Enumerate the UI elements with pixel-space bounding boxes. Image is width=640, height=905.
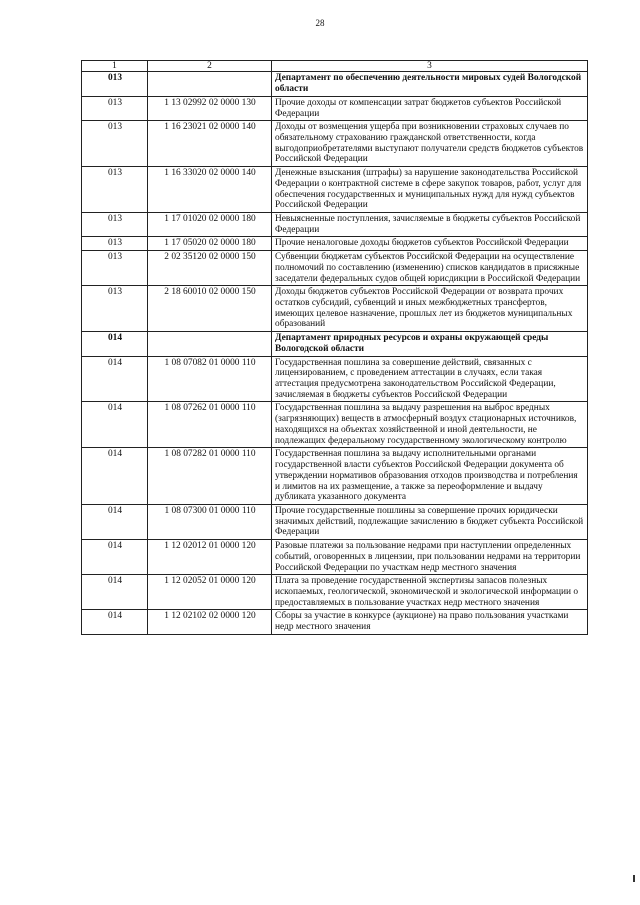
budget-code-cell <box>148 72 272 96</box>
budget-code-cell: 1 16 23021 02 0000 140 <box>148 121 272 167</box>
table-row <box>82 167 588 213</box>
admin-code-cell: 014 <box>82 332 148 356</box>
section-header-row <box>82 332 588 356</box>
budget-code-cell: 1 13 02992 02 0000 130 <box>148 96 272 120</box>
budget-code-cell: 1 08 07262 01 0000 110 <box>148 402 272 448</box>
budget-code-cell: 1 16 33020 02 0000 140 <box>148 167 272 213</box>
admin-code-cell: 014 <box>82 610 148 634</box>
budget-code-cell: 2 18 60010 02 0000 150 <box>148 286 272 332</box>
table-row <box>82 610 588 634</box>
edge-mark <box>633 875 635 882</box>
revenue-admin-table <box>81 60 588 635</box>
admin-code-cell: 014 <box>82 575 148 610</box>
admin-code-cell: 014 <box>82 540 148 575</box>
table-row <box>82 575 588 610</box>
table-row <box>82 212 588 236</box>
description-cell: Сборы за участие в конкурсе (аукционе) на право пользования участками недр местного значения <box>272 610 588 634</box>
description-cell: Департамент по обеспечению деятельности мировых судей Вологодской области <box>272 72 588 96</box>
description-cell: Государственная пошлина за совершение действий, связанных с лицензированием, с проведением аттестации в случаях, если такая аттестация предусмотрена законодательством Российской Федерации, зачисляемая в бюджеты субъектов Российской Федерации <box>272 356 588 402</box>
description-cell: Государственная пошлина за выдачу разрешения на выброс вредных (загрязняющих) веществ в атмосферный воздух стационарных источников, находящихся на объектах хозяйственной и иной деятельности, не подлежащих федеральному государственному экологическому контролю <box>272 402 588 448</box>
table-header-row <box>82 61 588 72</box>
header-col-2: 2 <box>148 61 272 72</box>
admin-code-cell: 013 <box>82 251 148 286</box>
table-row <box>82 121 588 167</box>
budget-code-cell: 1 12 02012 01 0000 120 <box>148 540 272 575</box>
description-cell: Прочие неналоговые доходы бюджетов субъектов Российской Федерации <box>272 237 588 251</box>
table-row <box>82 286 588 332</box>
admin-code-cell: 014 <box>82 504 148 539</box>
admin-code-cell: 013 <box>82 121 148 167</box>
admin-code-cell: 014 <box>82 448 148 505</box>
budget-code-cell: 1 08 07082 01 0000 110 <box>148 356 272 402</box>
admin-code-cell: 013 <box>82 212 148 236</box>
table-row <box>82 540 588 575</box>
budget-code-cell: 1 08 07300 01 0000 110 <box>148 504 272 539</box>
admin-code-cell: 013 <box>82 237 148 251</box>
description-cell: Субвенции бюджетам субъектов Российской Федерации на осуществление полномочий по составлению (изменению) списков кандидатов в присяжные заседатели федеральных судов общей юрисдикции в Российской Федерации <box>272 251 588 286</box>
admin-code-cell: 014 <box>82 402 148 448</box>
header-col-3: 3 <box>272 61 588 72</box>
table-row <box>82 237 588 251</box>
budget-code-cell: 1 12 02102 02 0000 120 <box>148 610 272 634</box>
table-row <box>82 96 588 120</box>
budget-code-cell: 2 02 35120 02 0000 150 <box>148 251 272 286</box>
table-row <box>82 504 588 539</box>
table-row <box>82 251 588 286</box>
description-cell: Государственная пошлина за выдачу исполнительными органами государственной власти субъектов Российской Федерации документа об утверждении нормативов образования отходов производства и потребления и лимитов на их размещение, а также за переоформление и выдачу дубликата указанного документа <box>272 448 588 505</box>
table-row <box>82 448 588 505</box>
description-cell: Плата за проведение государственной экспертизы запасов полезных ископаемых, геологической, экономической и экологической информации о предоставляемых в пользование участках недр местного значения <box>272 575 588 610</box>
description-cell: Департамент природных ресурсов и охраны окружающей среды Вологодской области <box>272 332 588 356</box>
admin-code-cell: 014 <box>82 356 148 402</box>
section-header-row <box>82 72 588 96</box>
budget-code-cell <box>148 332 272 356</box>
budget-code-cell: 1 17 01020 02 0000 180 <box>148 212 272 236</box>
budget-code-cell: 1 12 02052 01 0000 120 <box>148 575 272 610</box>
admin-code-cell: 013 <box>82 286 148 332</box>
budget-code-cell: 1 08 07282 01 0000 110 <box>148 448 272 505</box>
table-row <box>82 402 588 448</box>
description-cell: Доходы от возмещения ущерба при возникновении страховых случаев по обязательному страхованию гражданской ответственности, когда выгодоприобретателями выступают получатели средств бюджетов субъектов Российской Федерации <box>272 121 588 167</box>
admin-code-cell: 013 <box>82 167 148 213</box>
description-cell: Невыясненные поступления, зачисляемые в бюджеты субъектов Российской Федерации <box>272 212 588 236</box>
description-cell: Разовые платежи за пользование недрами при наступлении определенных событий, оговоренных в лицензии, при пользовании недрами на территории Российской Федерации по участкам недр местного значения <box>272 540 588 575</box>
description-cell: Прочие государственные пошлины за совершение прочих юридически значимых действий, подлежащие зачислению в бюджет субъекта Российской Федерации <box>272 504 588 539</box>
admin-code-cell: 013 <box>82 96 148 120</box>
description-cell: Доходы бюджетов субъектов Российской Федерации от возврата прочих остатков субсидий, субвенций и иных межбюджетных трансфертов, имеющих целевое назначение, прошлых лет из бюджетов муниципальных образований <box>272 286 588 332</box>
page-number: 28 <box>315 18 325 28</box>
header-col-1: 1 <box>82 61 148 72</box>
description-cell: Прочие доходы от компенсации затрат бюджетов субъектов Российской Федерации <box>272 96 588 120</box>
budget-code-cell: 1 17 05020 02 0000 180 <box>148 237 272 251</box>
admin-code-cell: 013 <box>82 72 148 96</box>
description-cell: Денежные взыскания (штрафы) за нарушение законодательства Российской Федерации о контрактной системе в сфере закупок товаров, работ, услуг для обеспечения государственных и муниципальных нужд для нужд субъектов Российской Федерации <box>272 167 588 213</box>
table-row <box>82 356 588 402</box>
